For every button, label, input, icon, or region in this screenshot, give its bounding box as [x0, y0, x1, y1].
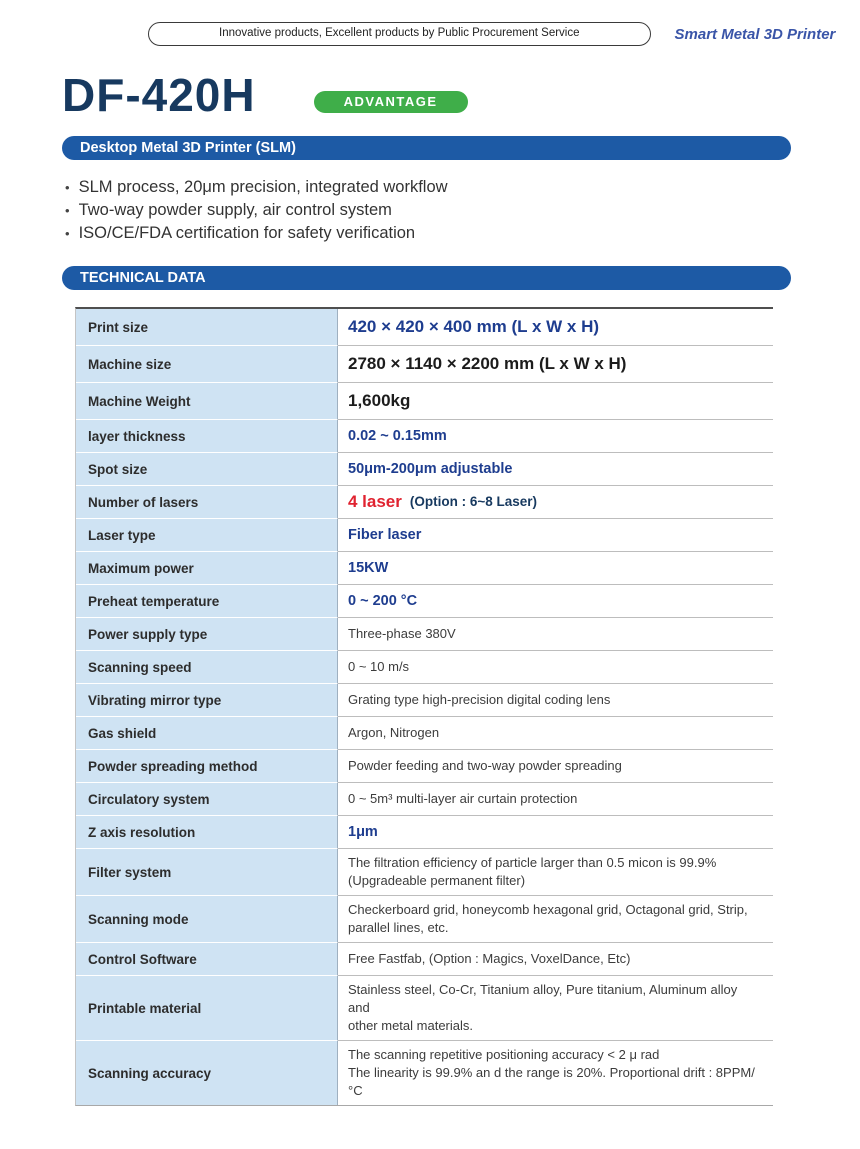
feature-item	[65, 222, 860, 245]
feature-text: ISO/CE/FDA certification for safety verification	[78, 224, 416, 242]
table-row	[76, 783, 773, 816]
spec-label: Z axis resolution	[76, 816, 338, 849]
spec-value	[338, 651, 773, 684]
spec-value	[338, 618, 773, 651]
spec-label: Machine Weight	[76, 383, 338, 420]
bullet-icon: •	[65, 226, 70, 241]
feature-item	[65, 176, 860, 199]
table-row	[76, 309, 773, 346]
spec-label: Scanning mode	[76, 896, 338, 943]
laser-count-value: 4 laser	[348, 492, 402, 511]
spec-value	[338, 346, 773, 383]
spec-label: Powder spreading method	[76, 750, 338, 783]
spec-value-line: parallel lines, etc.	[348, 920, 449, 935]
feature-text: Two-way powder supply, air control system	[78, 201, 392, 219]
spec-value	[338, 1041, 773, 1105]
spec-label: Printable material	[76, 976, 338, 1041]
table-row	[76, 383, 773, 420]
spec-value-line: The filtration efficiency of particle larger than 0.5 micon is 99.9%	[348, 855, 717, 870]
spec-value-line: Checkerboard grid, honeycomb hexagonal grid, Octagonal grid, Strip,	[348, 902, 748, 917]
spec-label: Filter system	[76, 849, 338, 896]
spec-value-line: 420 × 420 × 400 mm (L x W x H)	[348, 317, 600, 336]
spec-value	[338, 976, 773, 1041]
table-row	[76, 684, 773, 717]
spec-value	[338, 383, 773, 420]
table-row	[76, 717, 773, 750]
spec-label: Spot size	[76, 453, 338, 486]
spec-label: Control Software	[76, 943, 338, 976]
product-model-title: DF-420H	[62, 69, 256, 121]
laser-option-value: (Option : 6~8 Laser)	[409, 494, 538, 509]
spec-value	[338, 849, 773, 896]
spec-value	[338, 486, 773, 519]
spec-value	[338, 420, 773, 453]
spec-value-line: Grating type high-precision digital coding lens	[348, 692, 611, 707]
table-row	[76, 585, 773, 618]
spec-value	[338, 309, 773, 346]
table-row	[76, 651, 773, 684]
table-row	[76, 519, 773, 552]
spec-value-line: 50μm-200μm adjustable	[348, 461, 513, 477]
spec-value-line: Free Fastfab, (Option : Magics, VoxelDance, Etc)	[348, 951, 631, 966]
brand-text: Smart Metal 3D Printer	[674, 25, 836, 43]
spec-label: layer thickness	[76, 420, 338, 453]
table-row	[76, 486, 773, 519]
spec-value	[338, 684, 773, 717]
spec-label: Scanning speed	[76, 651, 338, 684]
spec-value-line: 0 ~ 10 m/s	[348, 659, 410, 674]
table-row	[76, 420, 773, 453]
table-row	[76, 943, 773, 976]
spec-value-line: 1μm	[348, 824, 378, 840]
spec-label: Circulatory system	[76, 783, 338, 816]
spec-value-line: 2780 × 1140 × 2200 mm (L x W x H)	[348, 354, 627, 373]
table-row	[76, 750, 773, 783]
table-row	[76, 1041, 773, 1105]
feature-list	[0, 176, 860, 245]
bullet-icon: •	[65, 203, 70, 218]
spec-value-line: other metal materials.	[348, 1018, 473, 1033]
spec-value	[338, 585, 773, 618]
table-row	[76, 816, 773, 849]
spec-label: Scanning accuracy	[76, 1041, 338, 1105]
table-row	[76, 618, 773, 651]
spec-value-line: Three-phase 380V	[348, 626, 456, 641]
spec-value	[338, 552, 773, 585]
technical-data-banner: TECHNICAL DATA	[62, 266, 791, 290]
spec-value	[338, 816, 773, 849]
subtitle-banner: Desktop Metal 3D Printer (SLM)	[62, 136, 791, 160]
table-row	[76, 453, 773, 486]
spec-value	[338, 750, 773, 783]
title-row	[62, 69, 792, 121]
feature-item	[65, 199, 860, 222]
spec-label: Vibrating mirror type	[76, 684, 338, 717]
spec-value	[338, 519, 773, 552]
spec-value-line: Stainless steel, Co-Cr, Titanium alloy, Pure titanium, Aluminum alloy and	[348, 982, 738, 1015]
spec-label: Machine size	[76, 346, 338, 383]
spec-value-line: The scanning repetitive positioning accuracy < 2 μ rad	[348, 1047, 660, 1062]
slogan-pill: Innovative products, Excellent products by Public Procurement Service	[148, 22, 651, 46]
spec-value-line: 1,600kg	[348, 391, 411, 410]
spec-label: Preheat temperature	[76, 585, 338, 618]
spec-value	[338, 453, 773, 486]
spec-value-line: 15KW	[348, 560, 389, 576]
spec-table	[75, 307, 773, 1106]
feature-text: SLM process, 20μm precision, integrated workflow	[78, 178, 448, 196]
bullet-icon: •	[65, 180, 70, 195]
spec-label: Laser type	[76, 519, 338, 552]
advantage-badge: ADVANTAGE	[314, 91, 468, 113]
spec-value-line: The linearity is 99.9% an d the range is 20%. Proportional drift : 8PPM/°C	[348, 1065, 755, 1098]
spec-value-line: 0 ~ 5m³ multi-layer air curtain protection	[348, 791, 578, 806]
spec-label: Gas shield	[76, 717, 338, 750]
spec-value-line: (Upgradeable permanent filter)	[348, 873, 526, 888]
spec-value-line: Fiber laser	[348, 527, 422, 543]
page-header	[148, 22, 836, 46]
spec-label: Number of lasers	[76, 486, 338, 519]
spec-value-line: Argon, Nitrogen	[348, 725, 440, 740]
spec-label: Maximum power	[76, 552, 338, 585]
spec-value	[338, 943, 773, 976]
table-row	[76, 346, 773, 383]
table-row	[76, 552, 773, 585]
spec-value	[338, 717, 773, 750]
table-row	[76, 849, 773, 896]
table-row	[76, 896, 773, 943]
spec-label: Print size	[76, 309, 338, 346]
table-row	[76, 976, 773, 1041]
spec-value-line: 0.02 ~ 0.15mm	[348, 428, 447, 444]
spec-value	[338, 896, 773, 943]
spec-value	[338, 783, 773, 816]
spec-value-line: Powder feeding and two-way powder spreading	[348, 758, 622, 773]
spec-value-line: 0 ~ 200 °C	[348, 593, 418, 609]
spec-label: Power supply type	[76, 618, 338, 651]
